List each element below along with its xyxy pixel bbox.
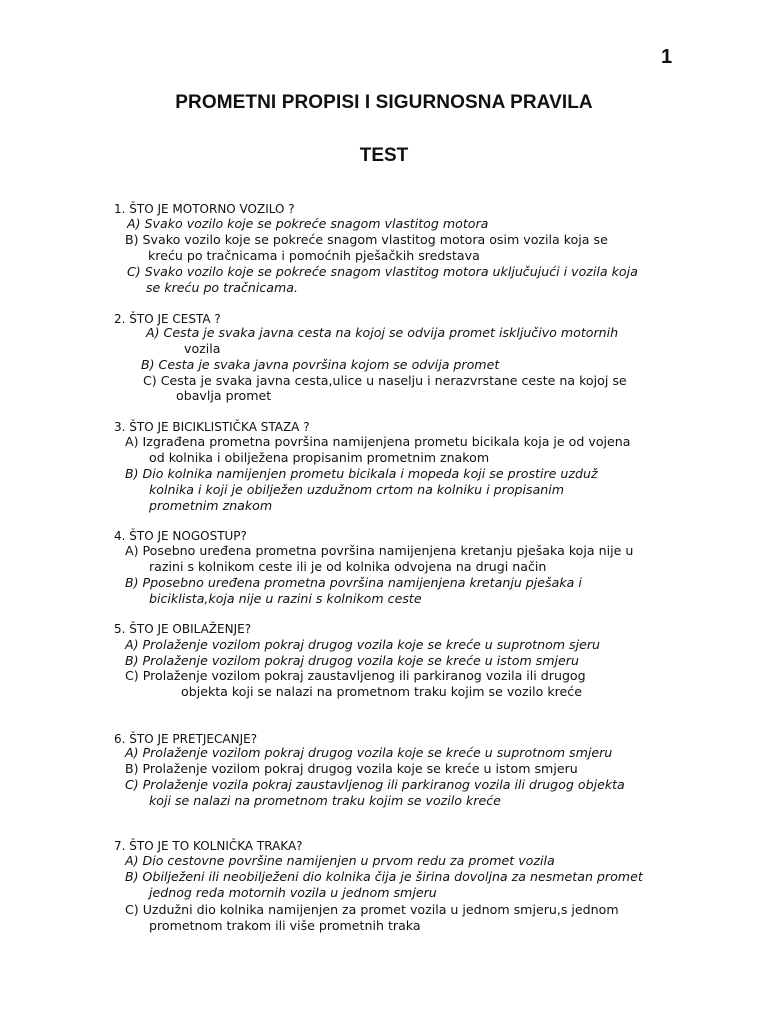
answer-line: A) Prolaženje vozilom pokraj drugog vozila koje se kreće u suprotnom smjeru <box>125 745 613 760</box>
answer-line: prometnom trakom ili više prometnih traka <box>149 918 421 933</box>
answer-line: A) Svako vozilo koje se pokreće snagom vlastitog motora <box>127 216 489 231</box>
question-5: 5. ŠTO JE OBILAŽENJE? <box>114 622 252 636</box>
question-1: 1. ŠTO JE MOTORNO VOZILO ? <box>114 202 295 216</box>
answer-line: koji se nalazi na prometnom traku kojim se vozilo kreće <box>149 793 501 808</box>
answer-line: A) Posebno uređena prometna površina namijenjena kretanju pješaka koja nije u <box>125 543 634 558</box>
answer-line: B) Cesta je svaka javna površina kojom se odvija promet <box>141 357 500 372</box>
answer-line: C) Prolaženje vozilom pokraj zaustavljenog ili parkiranog vozila ili drugog <box>125 668 586 683</box>
answer-line: A) Cesta je svaka javna cesta na kojoj se odvija promet isključivo motornih <box>146 325 619 340</box>
answer-line: biciklista,koja nije u razini s kolnikom ceste <box>149 591 422 606</box>
answer-line: B) Prolaženje vozilom pokraj drugog vozila koje se kreće u istom smjeru <box>125 653 579 668</box>
question-3: 3. ŠTO JE BICIKLISTIČKA STAZA ? <box>114 420 310 434</box>
answer-line: kolnika i koji je obilježen uzdužnom crtom na kolniku i propisanim <box>149 482 565 497</box>
answer-line: B) Prolaženje vozilom pokraj drugog vozila koje se kreće u istom smjeru <box>125 761 578 776</box>
answer-line: se kreću po tračnicama. <box>146 280 299 295</box>
question-6: 6. ŠTO JE PRETJECANJE? <box>114 732 258 746</box>
answer-line: B) Svako vozilo koje se pokreće snagom vlastitog motora osim vozila koja se <box>125 232 608 247</box>
answer-line: C) Uzdužni dio kolnika namijenjen za promet vozila u jednom smjeru,s jednom <box>125 902 619 917</box>
answer-line: vozila <box>184 341 221 356</box>
answer-line: C) Prolaženje vozila pokraj zaustavljenog ili parkiranog vozila ili drugog objekta <box>125 777 625 792</box>
question-4: 4. ŠTO JE NOGOSTUP? <box>114 529 247 543</box>
answer-line: B) Pposebno uređena prometna površina namijenjena kretanju pješaka i <box>125 575 582 590</box>
question-7: 7. ŠTO JE TO KOLNIČKA TRAKA? <box>114 839 303 853</box>
answer-line: A) Izgrađena prometna površina namijenjena prometu bicikala koja je od vojena <box>125 434 631 449</box>
question-2: 2. ŠTO JE CESTA ? <box>114 312 221 326</box>
answer-line: A) Prolaženje vozilom pokraj drugog vozila koje se kreće u suprotnom sjeru <box>125 637 601 652</box>
document-subtitle: TEST <box>359 145 409 166</box>
answer-line: objekta koji se nalazi na prometnom traku kojim se vozilo kreće <box>181 684 582 699</box>
answer-line: od kolnika i obilježena propisanim prometnim znakom <box>149 450 490 465</box>
answer-line: B) Obilježeni ili neobilježeni dio kolnika čija je širina dovoljna za nesmetan promet <box>125 869 643 884</box>
document-title: PROMETNI PROPISI I SIGURNOSNA PRAVILA <box>175 92 593 113</box>
answer-line: obavlja promet <box>176 388 272 403</box>
answer-line: jednog reda motornih vozila u jednom smjeru <box>149 885 437 900</box>
answer-line: A) Dio cestovne površine namijenjen u prvom redu za promet vozila <box>125 853 555 868</box>
answer-line: kreću po tračnicama i pomoćnih pješačkih sredstava <box>148 248 480 263</box>
answer-line: B) Dio kolnika namijenjen prometu bicikala i mopeda koji se prostire uzduž <box>125 466 598 481</box>
answer-line: C) Cesta je svaka javna cesta,ulice u naselju i nerazvrstane ceste na kojoj se <box>143 373 627 388</box>
answer-line: razini s kolnikom ceste ili je od kolnika odvojena na drugi način <box>149 559 547 574</box>
page-number: 1 <box>661 46 673 68</box>
answer-line: C) Svako vozilo koje se pokreće snagom vlastitog motora uključujući i vozila koja <box>127 264 638 279</box>
answer-line: prometnim znakom <box>149 498 273 513</box>
